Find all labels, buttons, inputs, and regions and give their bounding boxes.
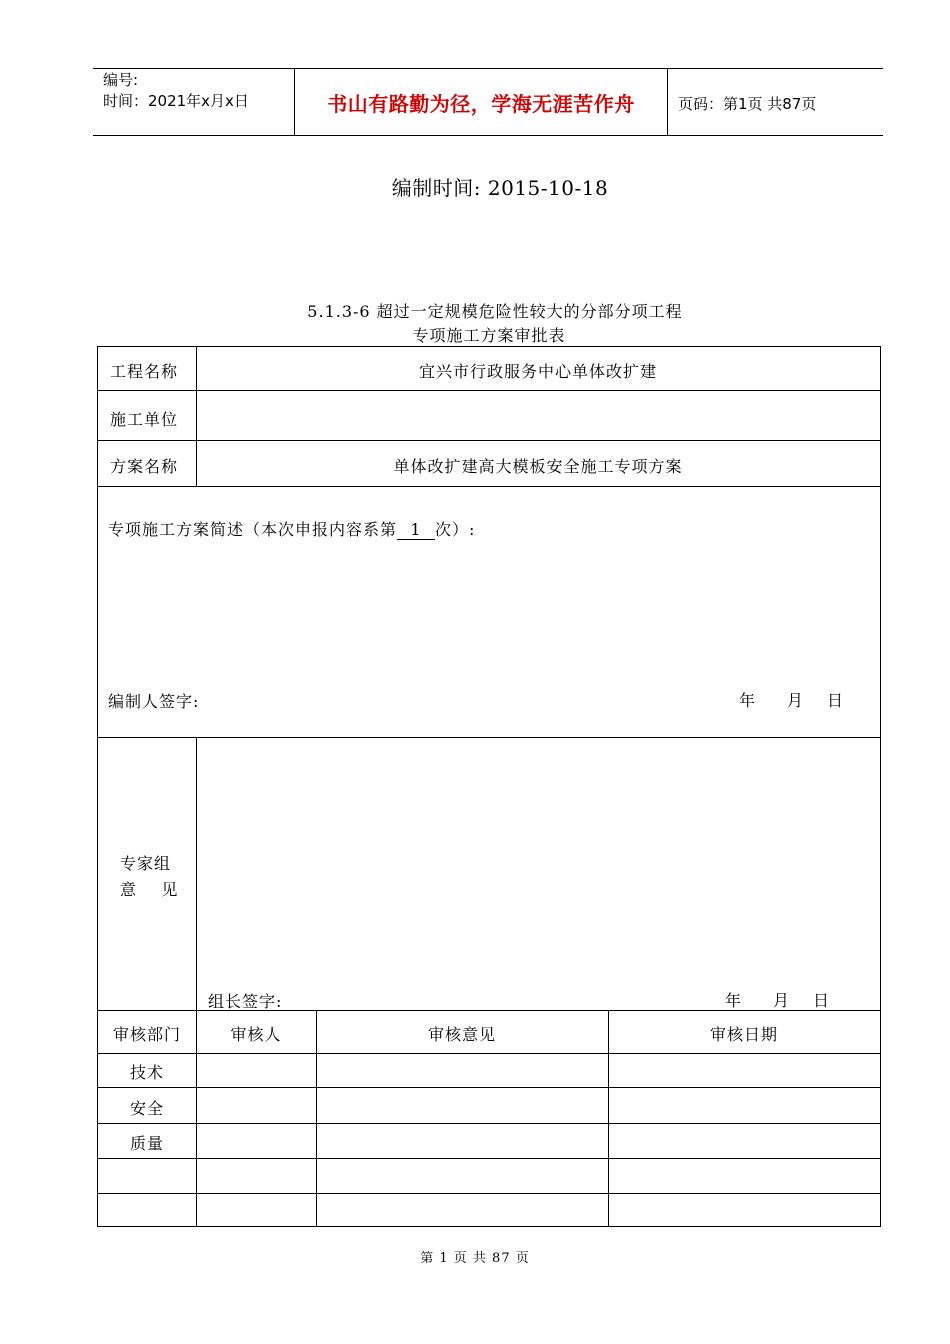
plan-summary-label xyxy=(108,517,475,540)
header-divider-left xyxy=(294,68,295,136)
leader-date-month: 月 xyxy=(773,991,791,1010)
approval-table xyxy=(97,346,881,1227)
compile-time: 编制时间: 2015-10-18 xyxy=(391,176,609,200)
review-row-dept: 安全 xyxy=(129,1099,164,1118)
compiler-sign-label: 编制人签字: xyxy=(108,692,200,711)
header-divider-right xyxy=(667,68,668,136)
project-name-label: 工程名称 xyxy=(110,362,179,381)
header-page-info: 页码：第1页 共87页 xyxy=(678,95,817,113)
doc-number-label: 编号: xyxy=(103,71,139,89)
plan-name-value: 单体改扩建高大模板安全施工专项方案 xyxy=(393,457,683,476)
expert-label-line2: 意 见 xyxy=(120,880,179,899)
leader-date-day: 日 xyxy=(813,991,831,1010)
summary-prefix: 专项施工方案简述（本次申报内容系第 xyxy=(108,520,398,539)
review-header-date: 审核日期 xyxy=(709,1025,778,1044)
review-header-dept: 审核部门 xyxy=(112,1025,181,1044)
header-meta xyxy=(103,70,249,112)
header-bottom-rule xyxy=(93,135,883,136)
review-header-opinion: 审核意见 xyxy=(427,1025,496,1044)
review-header-reviewer: 审核人 xyxy=(230,1025,282,1044)
expert-label-line1: 专家组 xyxy=(120,854,172,873)
compiler-date-year: 年 xyxy=(739,691,757,710)
page-footer: 第 1 页 共 87 页 xyxy=(420,1251,530,1266)
row-rule xyxy=(98,486,880,487)
form-title-line2: 专项施工方案审批表 xyxy=(412,326,566,345)
form-title-line1: 5.1.3-6 超过一定规模危险性较大的分部分项工程 xyxy=(307,302,683,321)
plan-name-label: 方案名称 xyxy=(110,457,179,476)
review-row-dept: 质量 xyxy=(129,1134,164,1153)
row-rule xyxy=(98,737,880,738)
project-name-value: 宜兴市行政服务中心单体改扩建 xyxy=(418,362,657,381)
col-rule xyxy=(196,737,197,1227)
summary-count: 1 xyxy=(397,520,435,540)
summary-suffix: 次）: xyxy=(435,520,476,539)
review-row-dept: 技术 xyxy=(129,1063,164,1082)
row-rule xyxy=(98,1123,880,1124)
construction-unit-label: 施工单位 xyxy=(110,410,179,429)
compiler-date-day: 日 xyxy=(827,691,845,710)
row-rule xyxy=(98,1158,880,1159)
header-time: 时间：2021年x月x日 xyxy=(103,92,249,110)
leader-date-year: 年 xyxy=(725,991,743,1010)
header-motto: 书山有路勤为径，学海无涯苦作舟 xyxy=(327,91,635,116)
compiler-date-month: 月 xyxy=(787,691,805,710)
row-rule xyxy=(98,1053,880,1054)
row-rule xyxy=(98,440,880,441)
row-rule xyxy=(98,1193,880,1194)
row-rule xyxy=(98,390,880,391)
leader-sign-label: 组长签字: xyxy=(208,992,283,1011)
row-rule xyxy=(98,1087,880,1088)
